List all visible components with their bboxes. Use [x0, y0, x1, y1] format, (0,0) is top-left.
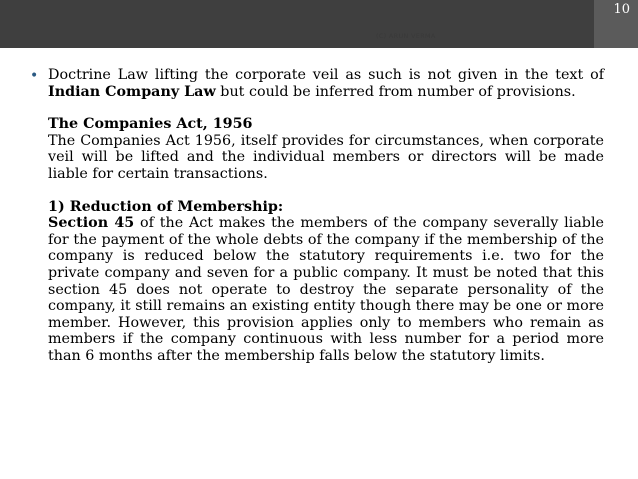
bullet-icon: •	[30, 68, 39, 84]
act-heading	[48, 116, 604, 133]
title-bar	[0, 0, 638, 48]
copyright-note: (C) ARUN VERMA	[376, 32, 436, 40]
intro-bold: Indian Company Law	[48, 83, 216, 100]
act-heading-text: The Companies Act, 1956	[48, 116, 253, 133]
section-heading	[48, 199, 604, 216]
section-text: of the Act makes the members of the company severally liable for the payment of the whole debts of the company if the membership of the company is reduced below the statutory requirements i.e. two for the private company and seven for a public company. It must be noted that this section 45 does not operate to destroy the separate personality of the company, it still remains an existing entity though there may be one or more member. However, this provision applies only to members who remain as members if the company continuous with less number for a period more than 6 months after the membership falls below the statutory limits.	[48, 215, 604, 364]
intro-text: Doctrine Law lifting the corporate veil as such is not given in the text of	[48, 67, 604, 83]
section-paragraph	[48, 215, 604, 364]
page-number: 10	[613, 2, 630, 17]
slide-body	[30, 67, 604, 365]
section-lead: Section 45	[48, 215, 135, 232]
act-paragraph: The Companies Act 1956, itself provides for circumstances, when corporate veil will be lifted and the individual members or directors will be made liable for certain transactions.	[48, 132, 604, 182]
intro-text-end: but could be inferred from number of provisions.	[215, 83, 576, 100]
section-heading-text: 1) Reduction of Membership:	[48, 198, 284, 215]
intro-paragraph	[48, 67, 604, 100]
